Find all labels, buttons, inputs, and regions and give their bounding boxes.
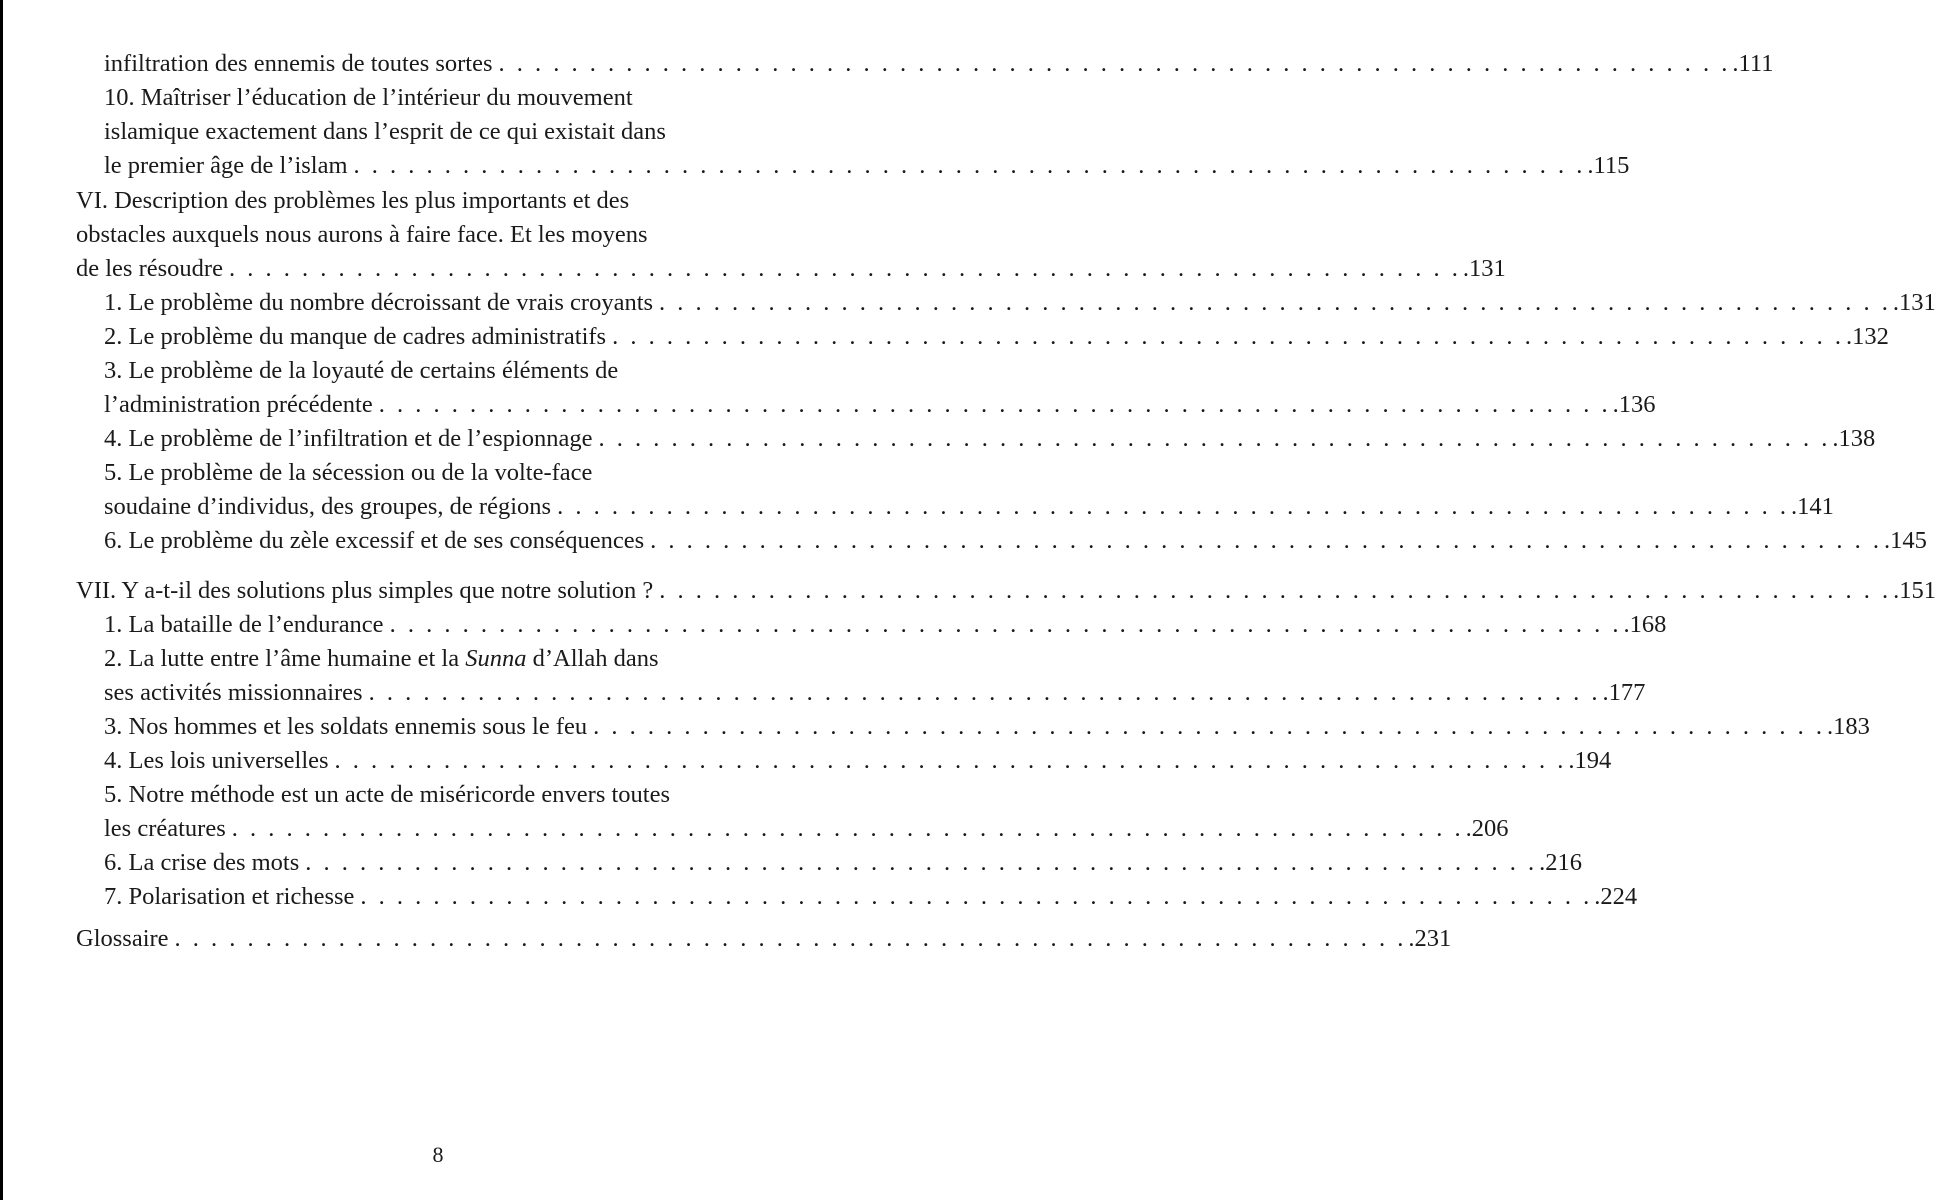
toc-entry-title-italic: Sunna xyxy=(465,645,527,672)
toc-page-number: .131 xyxy=(1462,255,1506,282)
toc-entry-title: 5. Le problème de la sécession ou de la volte-face xyxy=(104,459,593,486)
toc-entry-title: 1. Le problème du nombre décroissant de vrais croyants xyxy=(104,289,654,316)
toc-entry-title: 5. Notre méthode est un acte de miséricorde envers toutes xyxy=(104,781,671,808)
toc-entry-title: l’administration précédente xyxy=(104,391,373,418)
leader-dots: . . . . . . . . . . . . . . . . . . . . . . . . . . . . . . . . . . . . . . . . . . . . . . . . . . . . . . . . . . . . . . . . . . . . xyxy=(228,255,1461,282)
toc-entry[interactable] xyxy=(104,812,1509,846)
leader-dots: . . . . . . . . . . . . . . . . . . . . . . . . . . . . . . . . . . . . . . . . . . . . . . . . . . . . . . . . . . . . . . . . . . . . xyxy=(593,713,1826,740)
toc-page-number: .141 xyxy=(1790,493,1834,520)
toc-section-heading xyxy=(76,218,647,252)
leader-dots: . . . . . . . . . . . . . . . . . . . . . . . . . . . . . . . . . . . . . . . . . . . . . . . . . . . . . . . . . . . . . . . . . . . . xyxy=(650,527,1883,554)
toc-entry xyxy=(104,115,666,149)
toc-section-heading[interactable] xyxy=(76,574,1936,608)
toc-page-number: .206 xyxy=(1465,815,1509,842)
toc-entry-title-start: 2. La lutte entre l’âme humaine et la xyxy=(104,645,466,672)
toc-entry-title: 3. Le problème de la loyauté de certains éléments de xyxy=(104,357,619,384)
toc-section-heading[interactable] xyxy=(76,184,629,218)
toc-entry-title-end: d’Allah dans xyxy=(526,645,659,672)
leader-dots: . . . . . . . . . . . . . . . . . . . . . . . . . . . . . . . . . . . . . . . . . . . . . . . . . . . . . . . . . . . . . . . . . . . . xyxy=(378,391,1611,418)
toc-entry[interactable] xyxy=(104,422,1876,456)
leader-dots: . . . . . . . . . . . . . . . . . . . . . . . . . . . . . . . . . . . . . . . . . . . . . . . . . . . . . . . . . . . . . . . . . . . . xyxy=(231,815,1464,842)
toc-section-heading[interactable] xyxy=(76,252,1506,286)
toc-entry-title: les créatures xyxy=(104,815,226,842)
leader-dots: . . . . . . . . . . . . . . . . . . . . . . . . . . . . . . . . . . . . . . . . . . . . . . . . . . . . . . . . . . . . . . . . . . . . xyxy=(174,925,1407,952)
toc-entry-title xyxy=(104,642,658,676)
toc-entry[interactable] xyxy=(104,388,1656,422)
toc-entry-title: VII. Y a-t-il des solutions plus simples que notre solution ? xyxy=(76,577,654,604)
toc-page-number: .111 xyxy=(1732,50,1774,77)
leader-dots: . . . . . . . . . . . . . . . . . . . . . . . . . . . . . . . . . . . . . . . . . . . . . . . . . . . . . . . . . . . . . . . . . . . . xyxy=(334,747,1567,774)
toc-entry-title: 4. Le problème de l’infiltration et de l’espionnage xyxy=(104,425,593,452)
toc-entry-title: 1. La bataille de l’endurance xyxy=(104,611,384,638)
toc-entry-title: VI. Description des problèmes les plus importants et des xyxy=(76,187,630,214)
toc-page-number: .132 xyxy=(1845,323,1889,350)
toc-page-number: .131 xyxy=(1892,289,1936,316)
leader-dots: . . . . . . . . . . . . . . . . . . . . . . . . . . . . . . . . . . . . . . . . . . . . . . . . . . . . . . . . . . . . . . . . . . . . xyxy=(389,611,1622,638)
toc-entry[interactable] xyxy=(104,846,1583,880)
toc-entry[interactable] xyxy=(104,149,1630,183)
toc-entry[interactable] xyxy=(104,354,618,388)
toc-entry[interactable] xyxy=(104,880,1638,914)
page-edge xyxy=(0,0,3,1200)
toc-entry[interactable] xyxy=(104,778,670,812)
toc-entry[interactable] xyxy=(104,320,1889,354)
toc-page-number: .231 xyxy=(1408,925,1452,952)
toc-entry-title: obstacles auxquels nous aurons à faire face. Et les moyens xyxy=(76,221,648,248)
toc-page-number: .224 xyxy=(1594,883,1638,910)
toc-entry-title: islamique exactement dans l’esprit de ce qui existait dans xyxy=(104,118,666,145)
leader-dots: . . . . . . . . . . . . . . . . . . . . . . . . . . . . . . . . . . . . . . . . . . . . . . . . . . . . . . . . . . . . . . . . . . . . xyxy=(305,849,1538,876)
toc-entry[interactable] xyxy=(104,710,1870,744)
leader-dots: . . . . . . . . . . . . . . . . . . . . . . . . . . . . . . . . . . . . . . . . . . . . . . . . . . . . . . . . . . . . . . . . . . . . xyxy=(498,50,1731,77)
leader-dots: . . . . . . . . . . . . . . . . . . . . . . . . . . . . . . . . . . . . . . . . . . . . . . . . . . . . . . . . . . . . . . . . . . . . xyxy=(353,152,1586,179)
toc-entry[interactable] xyxy=(104,676,1646,710)
toc-entry-title: le premier âge de l’islam xyxy=(104,152,348,179)
toc-entry[interactable] xyxy=(104,81,633,115)
leader-dots: . . . . . . . . . . . . . . . . . . . . . . . . . . . . . . . . . . . . . . . . . . . . . . . . . . . . . . . . . . . . . . . . . . . . xyxy=(659,289,1891,316)
toc-page-number: .138 xyxy=(1832,425,1876,452)
toc-entry[interactable] xyxy=(104,456,592,490)
toc-entry-title: 10. Maîtriser l’éducation de l’intérieur du mouvement xyxy=(104,84,633,111)
leader-dots: . . . . . . . . . . . . . . . . . . . . . . . . . . . . . . . . . . . . . . . . . . . . . . . . . . . . . . . . . . . . . . . . . . . . xyxy=(368,679,1601,706)
toc-entry-title: 2. Le problème du manque de cadres administratifs xyxy=(104,323,607,350)
toc-entry[interactable] xyxy=(104,524,1927,558)
toc-section-heading[interactable] xyxy=(76,922,1452,956)
leader-dots: . . . . . . . . . . . . . . . . . . . . . . . . . . . . . . . . . . . . . . . . . . . . . . . . . . . . . . . . . . . . . . . . . . . . xyxy=(557,493,1789,520)
toc-page-number: .183 xyxy=(1827,713,1870,740)
toc-entry-title: 6. La crise des mots xyxy=(104,849,300,876)
toc-page-number: .115 xyxy=(1587,152,1630,179)
toc-page-number: .136 xyxy=(1612,391,1656,418)
toc-page-number: .145 xyxy=(1884,527,1927,554)
leader-dots: . . . . . . . . . . . . . . . . . . . . . . . . . . . . . . . . . . . . . . . . . . . . . . . . . . . . . . . . . . . . . . . . . . . . xyxy=(598,425,1831,452)
toc-entry[interactable] xyxy=(104,608,1667,642)
toc-entry-title: 3. Nos hommes et les soldats ennemis sous le feu xyxy=(104,713,588,740)
toc-entry-title: soudaine d’individus, des groupes, de régions xyxy=(104,493,552,520)
toc-entry-title: Glossaire xyxy=(76,925,169,952)
toc-entry-title: infiltration des ennemis de toutes sortes xyxy=(104,50,493,77)
toc-page-number: .194 xyxy=(1568,747,1612,774)
leader-dots: . . . . . . . . . . . . . . . . . . . . . . . . . . . . . . . . . . . . . . . . . . . . . . . . . . . . . . . . . . . . . . . . . . . . xyxy=(659,577,1892,604)
toc-entry-title: 6. Le problème du zèle excessif et de ses conséquences xyxy=(104,527,645,554)
toc-entry-title: 4. Les lois universelles xyxy=(104,747,329,774)
toc-page-number: .168 xyxy=(1623,611,1667,638)
toc-entry-title: 7. Polarisation et richesse xyxy=(104,883,355,910)
toc-entry-title: de les résoudre xyxy=(76,255,223,282)
toc-entry[interactable] xyxy=(104,744,1612,778)
toc-entry[interactable] xyxy=(104,642,658,676)
leader-dots: . . . . . . . . . . . . . . . . . . . . . . . . . . . . . . . . . . . . . . . . . . . . . . . . . . . . . . . . . . . . . . . . . . . . xyxy=(612,323,1844,350)
toc-page-number: .216 xyxy=(1539,849,1583,876)
page-number: 8 xyxy=(432,1142,444,1167)
toc-page-number: .177 xyxy=(1602,679,1646,706)
leader-dots: . . . . . . . . . . . . . . . . . . . . . . . . . . . . . . . . . . . . . . . . . . . . . . . . . . . . . . . . . . . . . . . . . . . . xyxy=(360,883,1593,910)
toc-entry[interactable] xyxy=(104,286,1936,320)
toc-page-number: .151 xyxy=(1893,577,1936,604)
toc-entry[interactable] xyxy=(104,490,1834,524)
toc-entry-title: ses activités missionnaires xyxy=(104,679,363,706)
toc-entry[interactable] xyxy=(104,47,1774,81)
